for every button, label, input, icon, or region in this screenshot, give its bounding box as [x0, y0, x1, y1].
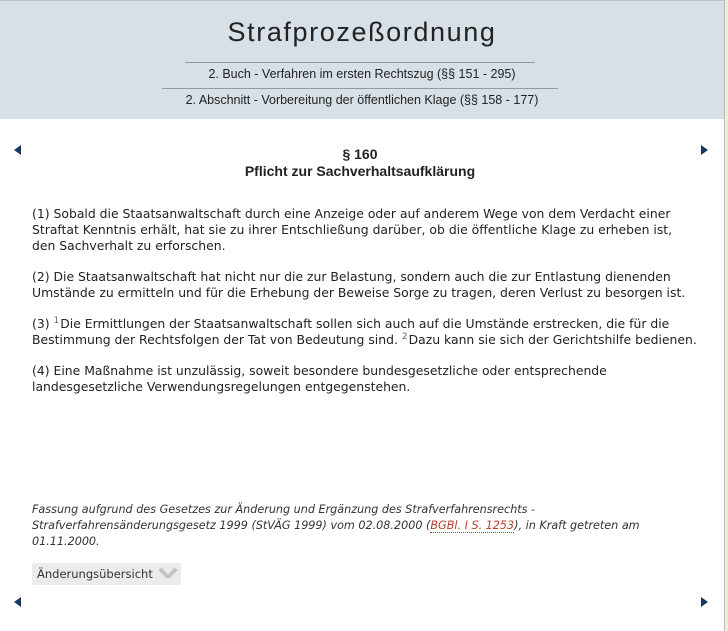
book-breadcrumb[interactable]: 2. Buch - Verfahren im ersten Rechtszug (§§ 151 - 295): [208, 67, 516, 81]
footnote-suffix: ), in Kraft getreten am 01.11.2000.: [32, 519, 640, 548]
previous-paragraph-arrow-bottom-icon[interactable]: [14, 597, 21, 607]
subsection-label: (2): [32, 269, 50, 284]
subsection-3: [32, 316, 697, 348]
paragraph-content: [32, 206, 697, 410]
version-footnote: [32, 502, 692, 550]
changes-overview-button[interactable]: [32, 563, 181, 585]
sentence-text: Dazu kann sie sich der Gerichtshilfe bedienen.: [408, 332, 697, 347]
subsection-4: [32, 363, 697, 395]
law-header: [0, 0, 724, 119]
subsection-1: [32, 206, 697, 254]
subsection-label: (3): [32, 316, 50, 331]
header-divider-2: [162, 88, 558, 89]
frame-edge-scrollbar: [724, 0, 728, 631]
paragraph-number: § 160: [342, 146, 378, 162]
paragraph-title: Pflicht zur Sachverhaltsaufklärung: [244, 163, 476, 179]
law-title: Strafprozeßordnung: [227, 17, 497, 47]
sentence-number: 1: [53, 316, 60, 326]
subsection-2: [32, 269, 697, 301]
sentence-text: Die Ermittlungen der Staatsanwaltschaft sollen sich auch auf die Umstände erstrecken, die für die Bestimmung der Rechtsfolgen der Tat von Bedeutung sind.: [32, 316, 670, 347]
sentence-number: 2: [401, 332, 408, 342]
subsection-text: Sobald die Staatsanwaltschaft durch eine Anzeige oder auf anderem Wege von dem Verdacht einer Straftat Kenntnis erhält, hat sie zu ihrer Entschließung darüber, ob die öffentliche Klage zu erheben ist, den Sachverhalt zu erforschen.: [32, 206, 673, 253]
section-breadcrumb[interactable]: 2. Abschnitt - Vorbereitung der öffentlichen Klage (§§ 158 - 177): [185, 93, 539, 107]
paragraph-heading: [0, 146, 720, 180]
subsection-text: Eine Maßnahme ist unzulässig, soweit besondere bundesgesetzliche oder entsprechende landesgesetzliche Verwendungsregelungen entgegenstehen.: [32, 363, 607, 394]
changes-overview-label: Änderungsübersicht: [37, 567, 153, 581]
subsection-label: (4): [32, 363, 50, 378]
footnote-prefix: Fassung aufgrund des Gesetzes zur Änderung und Ergänzung des Strafverfahrensrechts - Strafverfahrensänderungsgesetz 1999 (StVÄG 1999) vom 02.08.2000 (: [32, 503, 536, 532]
subsection-text: Die Staatsanwaltschaft hat nicht nur die zur Belastung, sondern auch die zur Entlastung dienenden Umstände zu ermitteln und für die Erhebung der Beweise Sorge zu tragen, deren Verlust zu besorgen ist.: [32, 269, 686, 300]
bgbl-link[interactable]: BGBl. I S. 1253: [430, 519, 515, 532]
chevron-down-icon: [159, 567, 177, 581]
next-paragraph-arrow-bottom-icon[interactable]: [701, 597, 708, 607]
header-divider-1: [185, 62, 535, 63]
subsection-label: (1): [32, 206, 50, 221]
